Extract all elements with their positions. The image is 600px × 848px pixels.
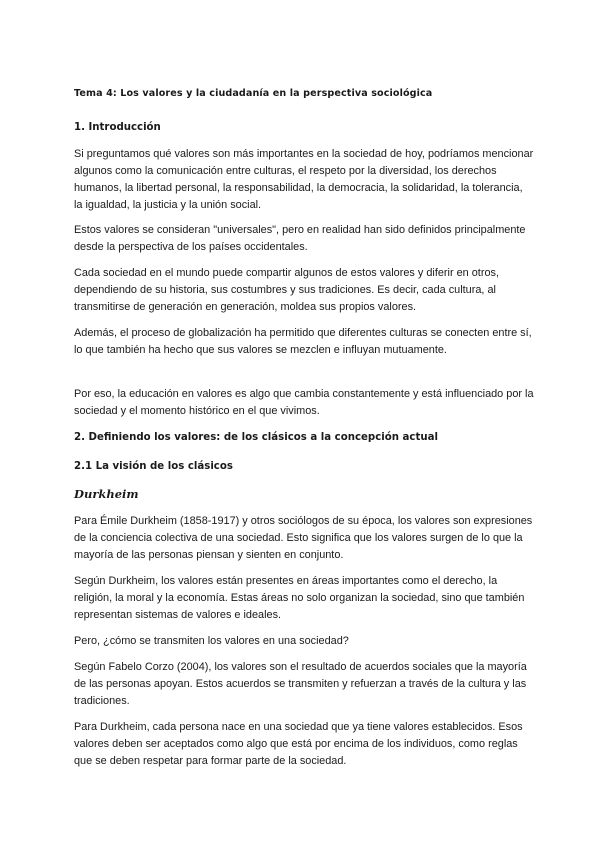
section-heading-defining-values: 2. Definiendo los valores: de los clásicos a la concepción actual bbox=[74, 432, 438, 443]
section-heading-introduction: 1. Introducción bbox=[74, 122, 161, 133]
paragraph: Estos valores se consideran "universales", pero en realidad han sido definidos principalmente desde la perspectiva de los países occidentales. bbox=[74, 224, 526, 253]
paragraph: Según Durkheim, los valores están presentes en áreas importantes como el derecho, la religión, la moral y la economía. Estas áreas no solo organizan la sociedad, sino que también representan sistemas de valores e ideales. bbox=[74, 575, 525, 621]
paragraph: Por eso, la educación en valores es algo que cambia constantemente y está influenciado por la sociedad y el momento histórico en el que vivimos. bbox=[74, 388, 534, 417]
document-title: Tema 4: Los valores y la ciudadanía en la perspectiva sociológica bbox=[74, 88, 433, 99]
paragraph: Además, el proceso de globalización ha permitido que diferentes culturas se conecten entre sí, lo que también ha hecho que sus valores se mezclen e influyan mutuamente. bbox=[74, 327, 532, 356]
paragraph: Para Émile Durkheim (1858-1917) y otros sociólogos de su época, los valores son expresiones de la conciencia colectiva de una sociedad. Esto significa que los valores surgen de lo que la mayoría de las personas piensan y sienten en conjunto. bbox=[74, 515, 533, 561]
paragraph: Según Fabelo Corzo (2004), los valores son el resultado de acuerdos sociales que la mayoría de las personas apoyan. Estos acuerdos se transmiten y refuerzan a través de la cultura y las tradiciones. bbox=[74, 661, 527, 707]
paragraph: Pero, ¿cómo se transmiten los valores en una sociedad? bbox=[74, 635, 349, 647]
subheading-durkheim: Durkheim bbox=[74, 487, 139, 501]
paragraph: Para Durkheim, cada persona nace en una sociedad que ya tiene valores establecidos. Esos valores deben ser aceptados como algo que está por encima de los individuos, como reglas que se deben respetar para formar parte de la sociedad. bbox=[74, 721, 523, 767]
paragraph: Cada sociedad en el mundo puede compartir algunos de estos valores y diferir en otros, dependiendo de su historia, sus costumbres y sus tradiciones. Es decir, cada cultura, al transmitirse de generación en generación, moldea sus propios valores. bbox=[74, 267, 499, 313]
paragraph: Si preguntamos qué valores son más importantes en la sociedad de hoy, podríamos mencionar algunos como la comunicación entre culturas, el respeto por la diversidad, los derechos humanos, la libertad personal, la responsabilidad, la democracia, la solidaridad, la tolerancia, la igualdad, la justicia y la unión social. bbox=[74, 148, 534, 211]
subsection-heading-classics: 2.1 La visión de los clásicos bbox=[74, 461, 233, 472]
